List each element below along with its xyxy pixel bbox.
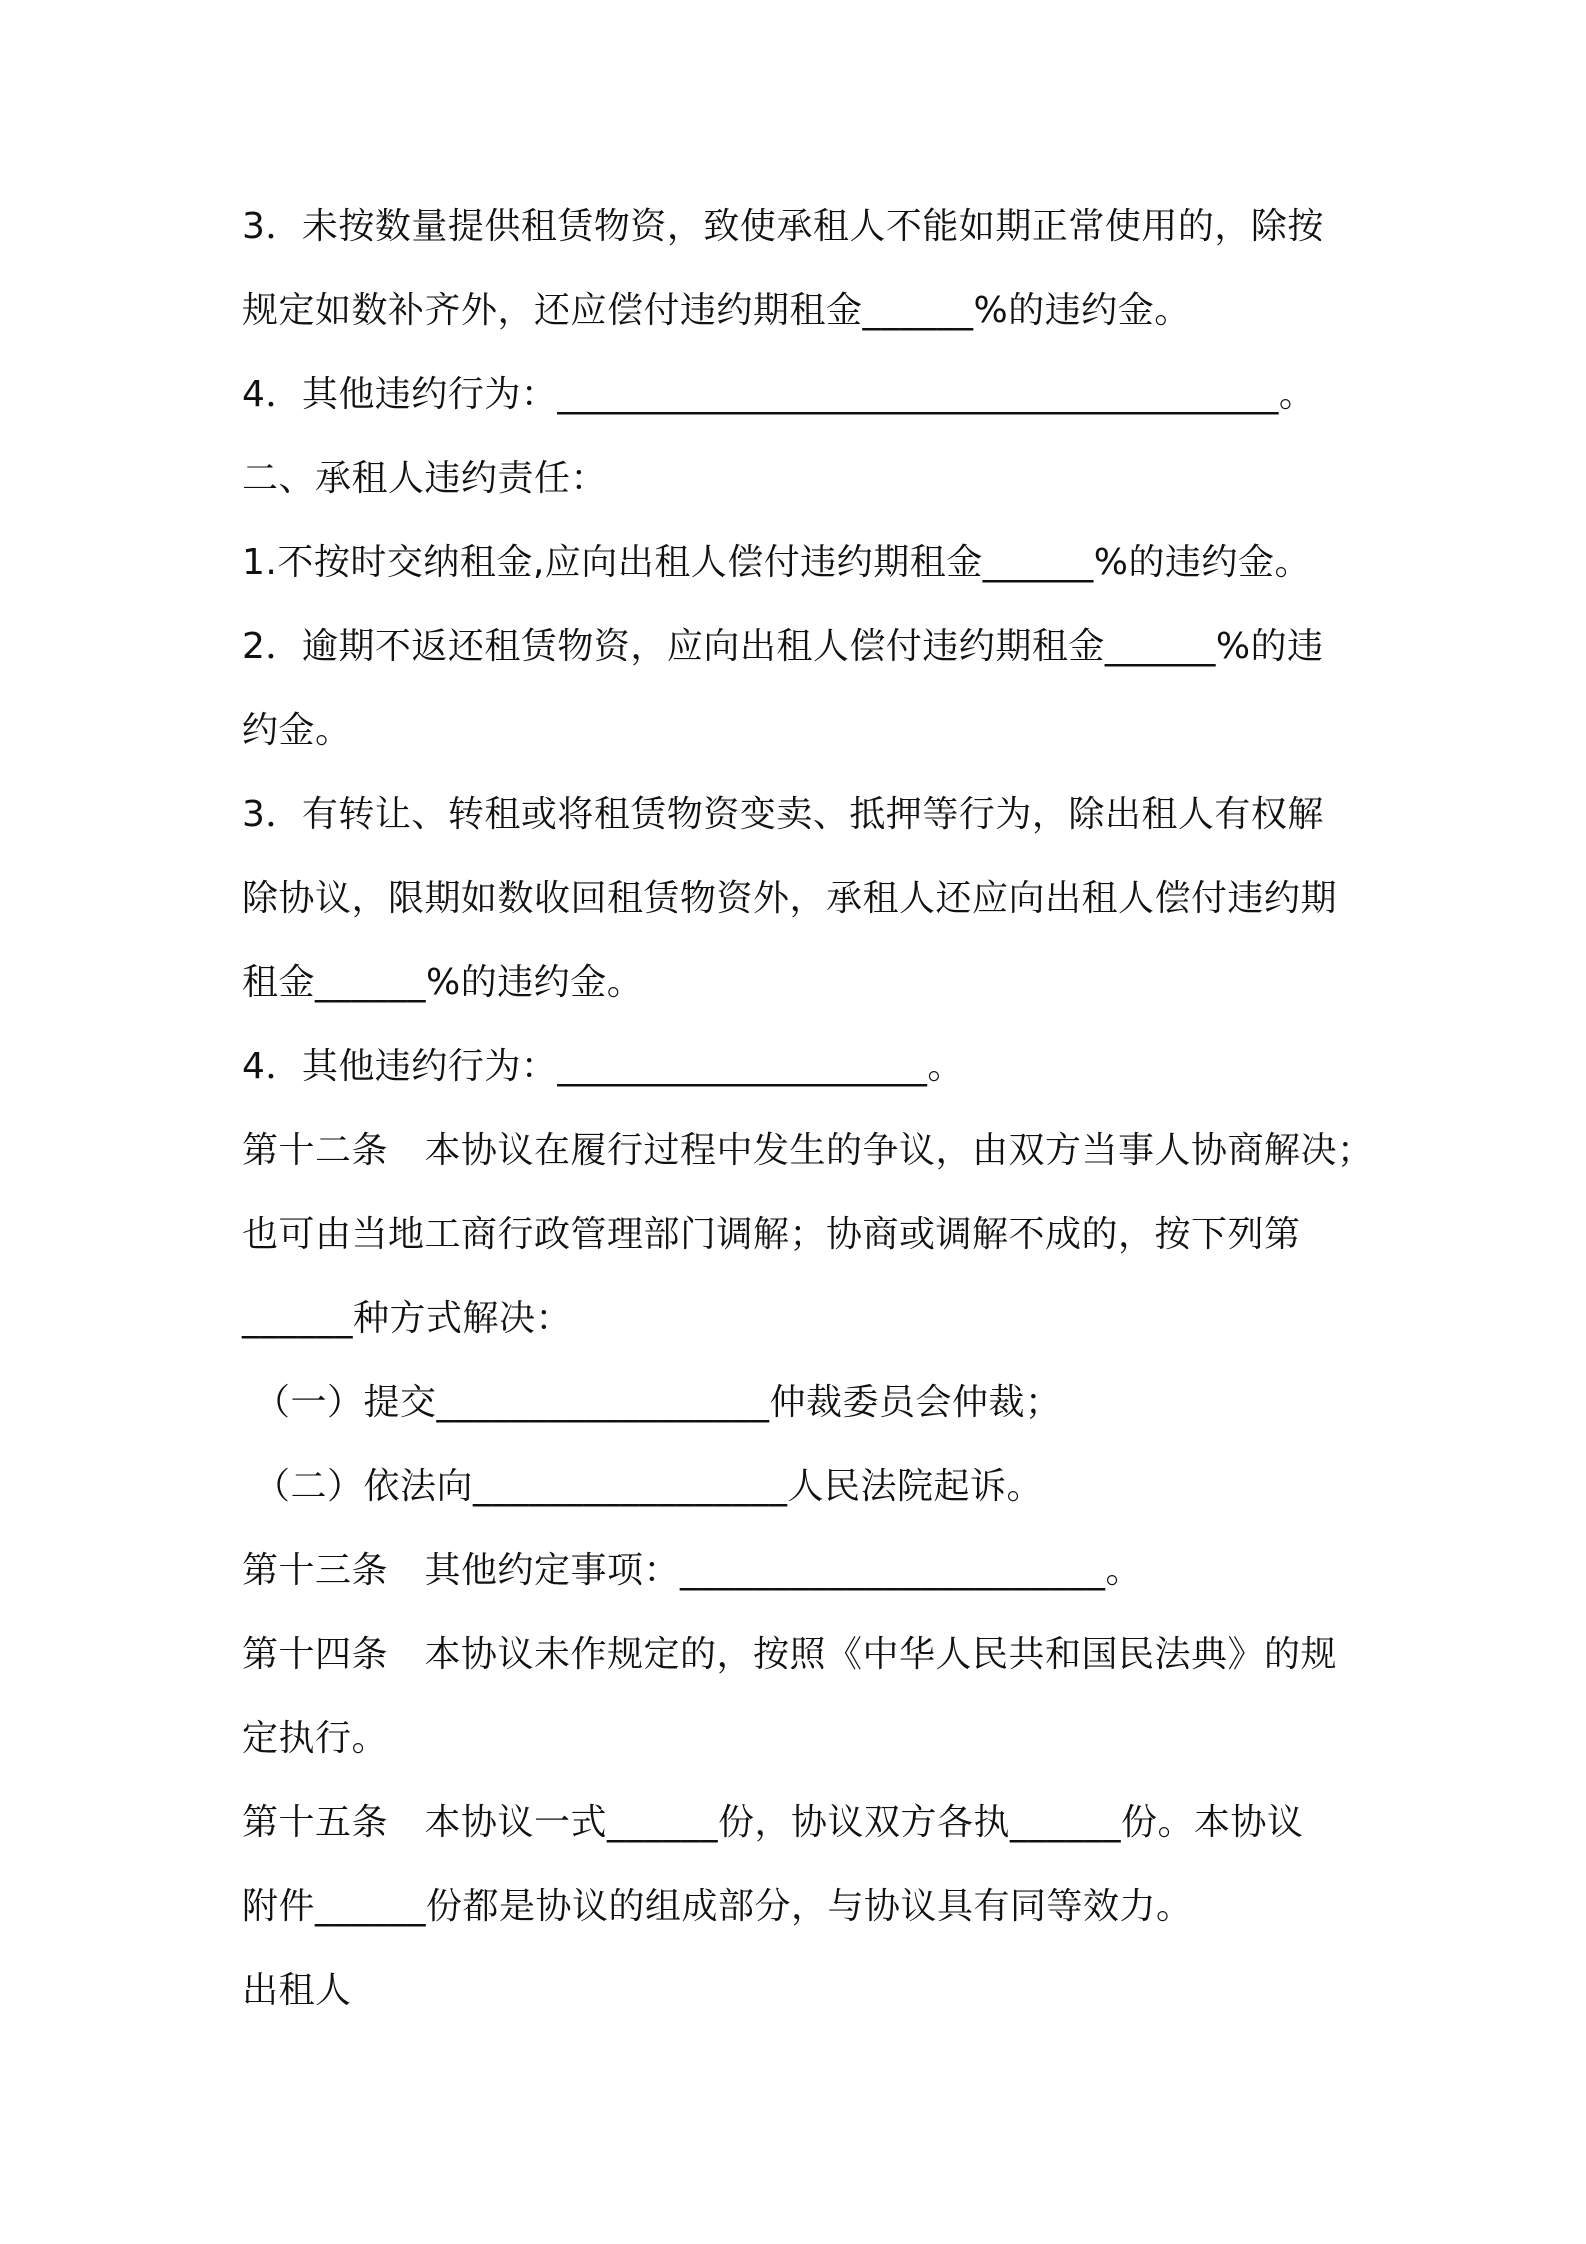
lessee-clause-1-late-rent: 1.不按时交纳租金,应向出租人偿付违约期租金______%的违约金。 [242, 542, 1311, 583]
article-14-civil-code-line-1: 第十四条 本协议未作规定的，按照《中华人民共和国民法典》的规 [242, 1634, 1338, 1675]
article-12-option-arbitration: （一）提交__________________仲裁委员会仲裁； [254, 1382, 1062, 1423]
section-lessee-liability-heading: 二、承租人违约责任： [242, 458, 608, 499]
article-13-other-matters: 第十三条 其他约定事项：_______________________。 [242, 1550, 1143, 1591]
clause-3-shortage-line-2: 规定如数补齐外，还应偿付违约期租金______%的违约金。 [242, 290, 1191, 331]
lessee-clause-2-overdue-return-line-2: 约金。 [242, 710, 352, 751]
article-14-civil-code-line-2: 定执行。 [242, 1718, 389, 1759]
article-15-copies-line-1: 第十五条 本协议一式______份，协议双方各执______份。本协议 [242, 1802, 1304, 1843]
article-12-dispute-line-3: ______种方式解决： [242, 1298, 573, 1339]
lessee-clause-3-transfer-line-1: 3．有转让、转租或将租赁物资变卖、抵押等行为，除出租人有权解 [242, 794, 1324, 835]
clause-3-shortage-line-1: 3．未按数量提供租赁物资，致使承租人不能如期正常使用的，除按 [242, 206, 1324, 247]
lessee-clause-2-overdue-return-line-1: 2．逾期不返还租赁物资，应向出租人偿付违约期租金______%的违 [242, 626, 1324, 667]
lessor-signature-label: 出租人 [242, 1970, 352, 2011]
article-12-option-court: （二）依法向_________________人民法院起诉。 [254, 1466, 1044, 1507]
clause-4-other-breach-lessor: 4．其他违约行为：_______________________________________。 [242, 374, 1316, 415]
lessee-clause-4-other-breach: 4．其他违约行为：____________________。 [242, 1046, 964, 1087]
article-12-dispute-line-1: 第十二条 本协议在履行过程中发生的争议，由双方当事人协商解决； [242, 1130, 1374, 1171]
article-12-dispute-line-2: 也可由当地工商行政管理部门调解；协商或调解不成的，按下列第 [242, 1214, 1301, 1255]
lessee-clause-3-transfer-line-3: 租金______%的违约金。 [242, 962, 644, 1003]
lessee-clause-3-transfer-line-2: 除协议，限期如数收回租赁物资外，承租人还应向出租人偿付违约期 [242, 878, 1338, 919]
article-15-copies-line-2: 附件______份都是协议的组成部分，与协议具有同等效力。 [242, 1886, 1193, 1927]
